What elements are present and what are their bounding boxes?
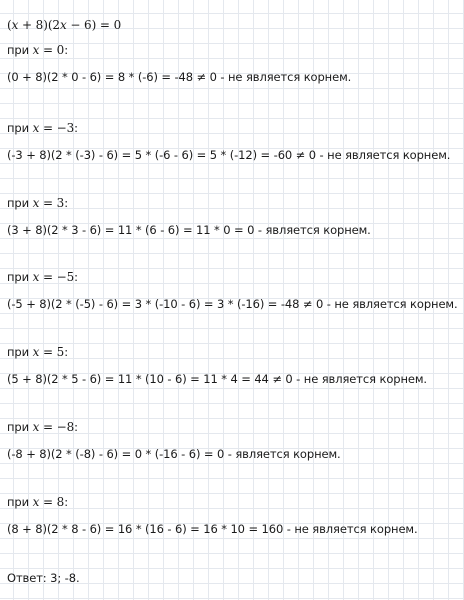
case-calc-1	[7, 70, 351, 84]
case-header-suffix: :	[64, 345, 68, 359]
case-header-suffix: :	[74, 420, 78, 434]
case-header-prefix: при	[7, 495, 33, 509]
case-header-suffix: :	[74, 121, 78, 135]
case-header-4	[7, 270, 78, 284]
case-header-prefix: при	[7, 420, 33, 434]
case-header-math: x = −3	[32, 121, 75, 135]
case-calc-text: (-5 + 8)(2 * (-5) - 6) = 3 * (-10 - 6) = 3 * (-16) = -48 ≠ 0 - не является корнем.	[7, 297, 458, 311]
case-header-math: x = 5	[32, 345, 65, 359]
case-calc-4	[7, 297, 458, 311]
case-header-7	[7, 495, 68, 509]
case-calc-text: (8 + 8)(2 * 8 - 6) = 16 * (16 - 6) = 16 * 10 = 160 - не является корнем.	[7, 522, 418, 536]
case-header-6	[7, 420, 78, 434]
equation-line: (x + 8)(2x − 6) = 0	[7, 18, 122, 32]
case-header-suffix: :	[64, 495, 68, 509]
case-calc-5	[7, 372, 427, 386]
case-header-prefix: при	[7, 196, 33, 210]
case-calc-text: (3 + 8)(2 * 3 - 6) = 11 * (6 - 6) = 11 * 0 = 0 - является корнем.	[7, 223, 371, 237]
case-header-prefix: при	[7, 270, 33, 284]
case-header-math: x = −5	[32, 270, 75, 284]
case-header-math: x = 8	[32, 495, 65, 509]
case-header-math: x = −8	[32, 420, 75, 434]
case-header-prefix: при	[7, 43, 33, 57]
case-header-suffix: :	[64, 43, 68, 57]
case-calc-text: (-8 + 8)(2 * (-8) - 6) = 0 * (-16 - 6) = 0 - является корнем.	[7, 447, 341, 461]
answer-line	[7, 571, 80, 585]
case-header-suffix: :	[64, 196, 68, 210]
case-header-prefix: при	[7, 121, 33, 135]
case-calc-text: (-3 + 8)(2 * (-3) - 6) = 5 * (-6 - 6) = 5 * (-12) = -60 ≠ 0 - не является корнем.	[7, 148, 451, 162]
case-header-5	[7, 345, 68, 359]
case-header-math: x = 3	[32, 196, 65, 210]
case-header-2	[7, 121, 78, 135]
case-header-suffix: :	[74, 270, 78, 284]
answer-text: Ответ: 3; -8.	[7, 571, 80, 585]
case-header-prefix: при	[7, 345, 33, 359]
case-header-math: x = 0	[32, 43, 65, 57]
case-calc-3	[7, 223, 371, 237]
case-calc-text: (5 + 8)(2 * 5 - 6) = 11 * (10 - 6) = 11 * 4 = 44 ≠ 0 - не является корнем.	[7, 372, 427, 386]
case-header-3	[7, 196, 68, 210]
case-calc-6	[7, 447, 341, 461]
case-header-1	[7, 43, 68, 57]
case-calc-7	[7, 522, 418, 536]
case-calc-2	[7, 148, 450, 162]
case-calc-text: (0 + 8)(2 * 0 - 6) = 8 * (-6) = -48 ≠ 0 - не является корнем.	[7, 70, 352, 84]
